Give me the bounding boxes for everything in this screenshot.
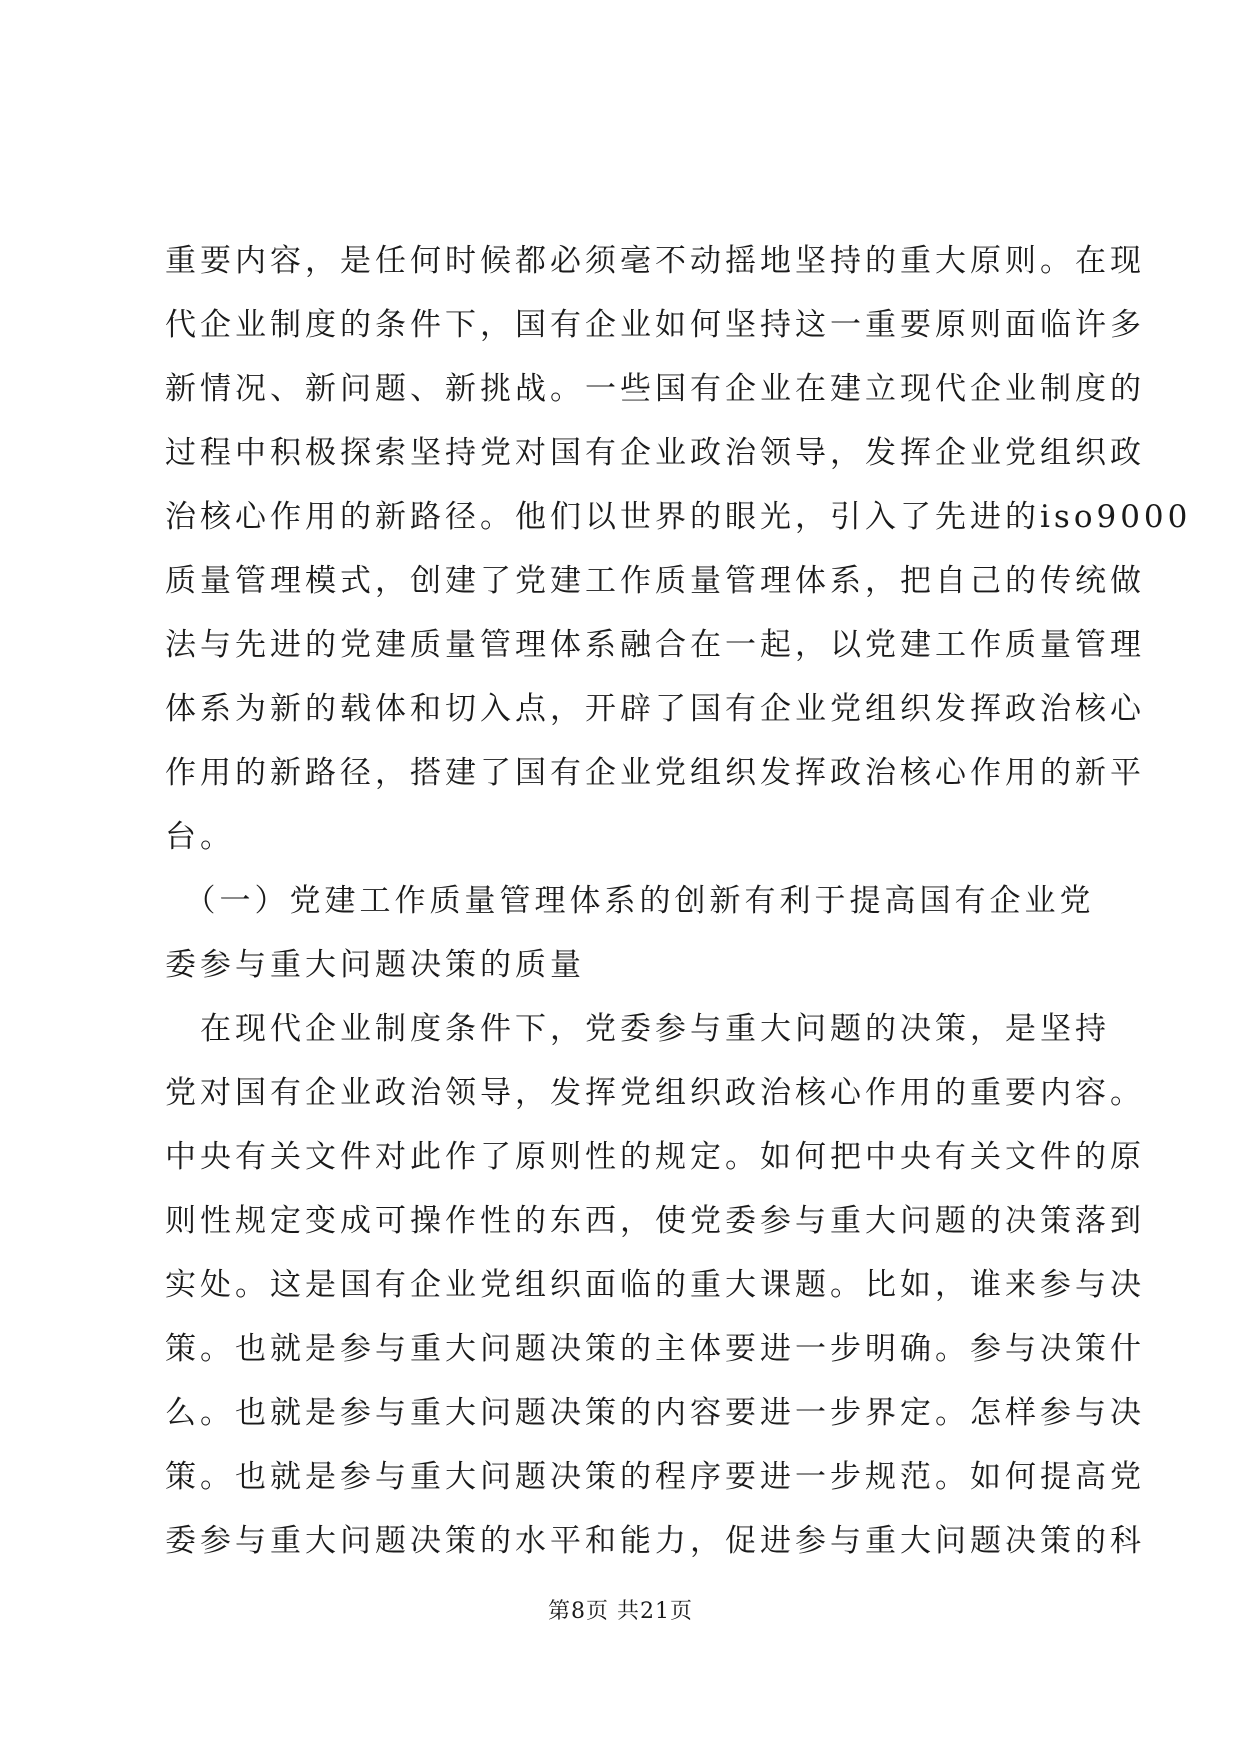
text-line-9: 作用的新路径，搭建了国有企业党组织发挥政治核心作用的新平	[165, 755, 1145, 791]
section-heading-line-2: 委参与重大问题决策的质量	[165, 947, 585, 983]
text-line-18: 策。也就是参与重大问题决策的主体要进一步明确。参与决策什	[165, 1331, 1145, 1367]
text-line-3: 新情况、新问题、新挑战。一些国有企业在建立现代企业制度的	[165, 371, 1145, 407]
text-line-16: 则性规定变成可操作性的东西，使党委参与重大问题的决策落到	[165, 1203, 1145, 1239]
text-line-8: 体系为新的载体和切入点，开辟了国有企业党组织发挥政治核心	[165, 691, 1145, 727]
text-line-5: 治核心作用的新路径。他们以世界的眼光，引入了先进的iso9000	[165, 499, 1192, 535]
text-line-19: 么。也就是参与重大问题决策的内容要进一步界定。怎样参与决	[165, 1395, 1145, 1431]
text-line-6: 质量管理模式，创建了党建工作质量管理体系，把自己的传统做	[165, 563, 1145, 599]
text-line-21: 委参与重大问题决策的水平和能力，促进参与重大问题决策的科	[165, 1523, 1145, 1559]
body-text	[165, 229, 1192, 1573]
section-heading-line-1: （一）党建工作质量管理体系的创新有利于提高国有企业党	[165, 883, 1095, 919]
text-line-1: 重要内容，是任何时候都必须毫不动摇地坚持的重大原则。在现	[165, 243, 1145, 279]
text-line-2: 代企业制度的条件下，国有企业如何坚持这一重要原则面临许多	[165, 307, 1145, 343]
text-line-17: 实处。这是国有企业党组织面临的重大课题。比如，谁来参与决	[165, 1267, 1145, 1303]
text-line-4: 过程中积极探索坚持党对国有企业政治领导，发挥企业党组织政	[165, 435, 1145, 471]
page-number-footer: 第8页 共21页	[548, 1599, 693, 1624]
text-line-20: 策。也就是参与重大问题决策的程序要进一步规范。如何提高党	[165, 1459, 1145, 1495]
text-line-13: 在现代企业制度条件下，党委参与重大问题的决策，是坚持	[165, 1011, 1110, 1047]
text-line-10: 台。	[165, 819, 235, 855]
text-line-14: 党对国有企业政治领导，发挥党组织政治核心作用的重要内容。	[165, 1075, 1145, 1111]
text-line-7: 法与先进的党建质量管理体系融合在一起，以党建工作质量管理	[165, 627, 1145, 663]
text-line-15: 中央有关文件对此作了原则性的规定。如何把中央有关文件的原	[165, 1139, 1145, 1175]
